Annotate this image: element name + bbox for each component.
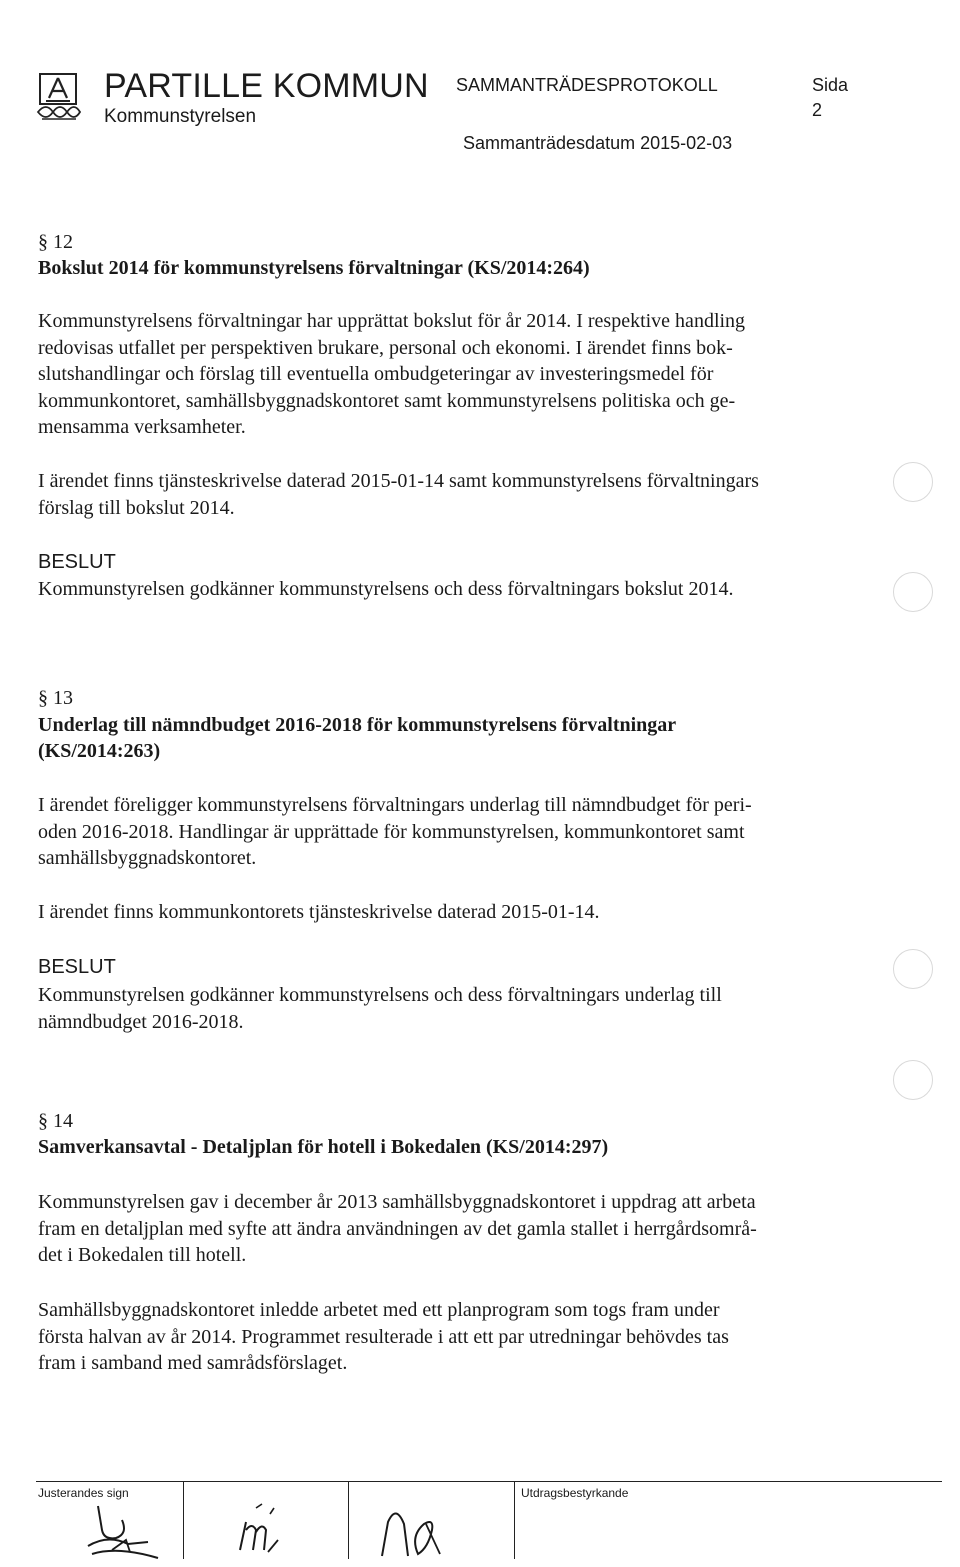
text-line: första halvan av år 2014. Programmet resulterade i att ett par utredningar behövdes tas	[38, 1325, 729, 1348]
punch-hole	[893, 1060, 933, 1100]
section-12-paragraph-2	[38, 468, 759, 521]
section-12-beslut-label: BESLUT	[38, 551, 116, 573]
section-13-number: § 13	[38, 687, 73, 709]
section-14-paragraph-1	[38, 1189, 757, 1269]
signature-initials-1	[78, 1500, 168, 1565]
text-line: redovisas utfallet per perspektiven brukare, personal och ekonomi. I ärendet finns bok-	[38, 336, 733, 359]
text-line: det i Bokedalen till hotell.	[38, 1244, 247, 1266]
punch-hole	[893, 572, 933, 612]
section-12-number: § 12	[38, 231, 73, 253]
text-line: mensamma verksamheter.	[38, 416, 246, 438]
text-line: Kommunstyrelsen godkänner kommunstyrelsens och dess förvaltningars underlag till	[38, 984, 722, 1006]
section-12-paragraph-1	[38, 308, 745, 441]
page-label: Sida	[812, 75, 849, 95]
footer-divider	[514, 1481, 515, 1559]
section-12-beslut-text	[38, 576, 733, 603]
text-line: fram en detaljplan med syfte att ändra användningen av det gamla stallet i herrgårdsområ-	[38, 1217, 757, 1240]
municipality-crest-icon	[36, 72, 94, 128]
signature-initials-2	[220, 1500, 300, 1565]
text-line: I ärendet föreligger kommunstyrelsens förvaltningars underlag till nämndbudget för peri-	[38, 794, 752, 816]
section-13-beslut-label: BESLUT	[38, 956, 116, 978]
section-14-paragraph-2	[38, 1297, 729, 1377]
footer-rule	[36, 1481, 942, 1482]
punch-hole	[893, 949, 933, 989]
text-line: förslag till bokslut 2014.	[38, 496, 235, 519]
footer-divider	[348, 1481, 349, 1559]
text-line: Kommunstyrelsen gav i december år 2013 samhällsbyggnadskontoret i uppdrag att arbeta	[38, 1191, 756, 1213]
justerandes-sign-label: Justerandes sign	[38, 1486, 129, 1500]
footer-divider	[183, 1481, 184, 1559]
section-13-paragraph-2	[38, 899, 600, 926]
text-line: oden 2016-2018. Handlingar är upprättade för kommunstyrelsen, kommunkontoret samt	[38, 820, 745, 843]
text-line: slutshandlingar och förslag till eventuella ombudgeteringar av investeringsmedel för	[38, 363, 714, 385]
section-13-title-line-1: Underlag till nämndbudget 2016-2018 för kommunstyrelsens förvaltningar	[38, 714, 677, 736]
section-13-paragraph-1	[38, 792, 752, 872]
section-14-number: § 14	[38, 1110, 73, 1132]
text-line: nämndbudget 2016-2018.	[38, 1010, 244, 1033]
page-number: 2	[812, 100, 823, 120]
meeting-date: Sammanträdesdatum 2015-02-03	[463, 133, 733, 153]
utdragsbestyrkande-label: Utdragsbestyrkande	[521, 1486, 629, 1500]
organization-name: PARTILLE KOMMUN	[104, 67, 429, 105]
text-line: fram i samband med samrådsförslaget.	[38, 1352, 348, 1374]
section-12-title: Bokslut 2014 för kommunstyrelsens förvaltningar (KS/2014:264)	[38, 257, 590, 279]
section-13-title-line-2: (KS/2014:263)	[38, 740, 161, 762]
text-line: samhällsbyggnadskontoret.	[38, 847, 257, 869]
section-14-title: Samverkansavtal - Detaljplan för hotell i Bokedalen (KS/2014:297)	[38, 1136, 609, 1158]
text-line: I ärendet finns kommunkontorets tjänsteskrivelse daterad 2015-01-14.	[38, 901, 600, 923]
organization-subtitle: Kommunstyrelsen	[104, 106, 257, 127]
text-line: Samhällsbyggnadskontoret inledde arbetet med ett planprogram som togs fram under	[38, 1299, 720, 1321]
section-13-beslut-text	[38, 982, 722, 1035]
text-line: I ärendet finns tjänsteskrivelse daterad 2015-01-14 samt kommunstyrelsens förvaltningars	[38, 470, 759, 492]
text-line: Kommunstyrelsens förvaltningar har upprättat bokslut för år 2014. I respektive handling	[38, 310, 746, 332]
text-line: Kommunstyrelsen godkänner kommunstyrelsens och dess förvaltningars bokslut 2014.	[38, 578, 734, 600]
document-type: SAMMANTRÄDESPROTOKOLL	[456, 75, 718, 95]
signature-initials-3	[368, 1500, 458, 1567]
text-line: kommunkontoret, samhällsbyggnadskontoret samt kommunstyrelsens politiska och ge-	[38, 389, 736, 412]
punch-hole	[893, 462, 933, 502]
